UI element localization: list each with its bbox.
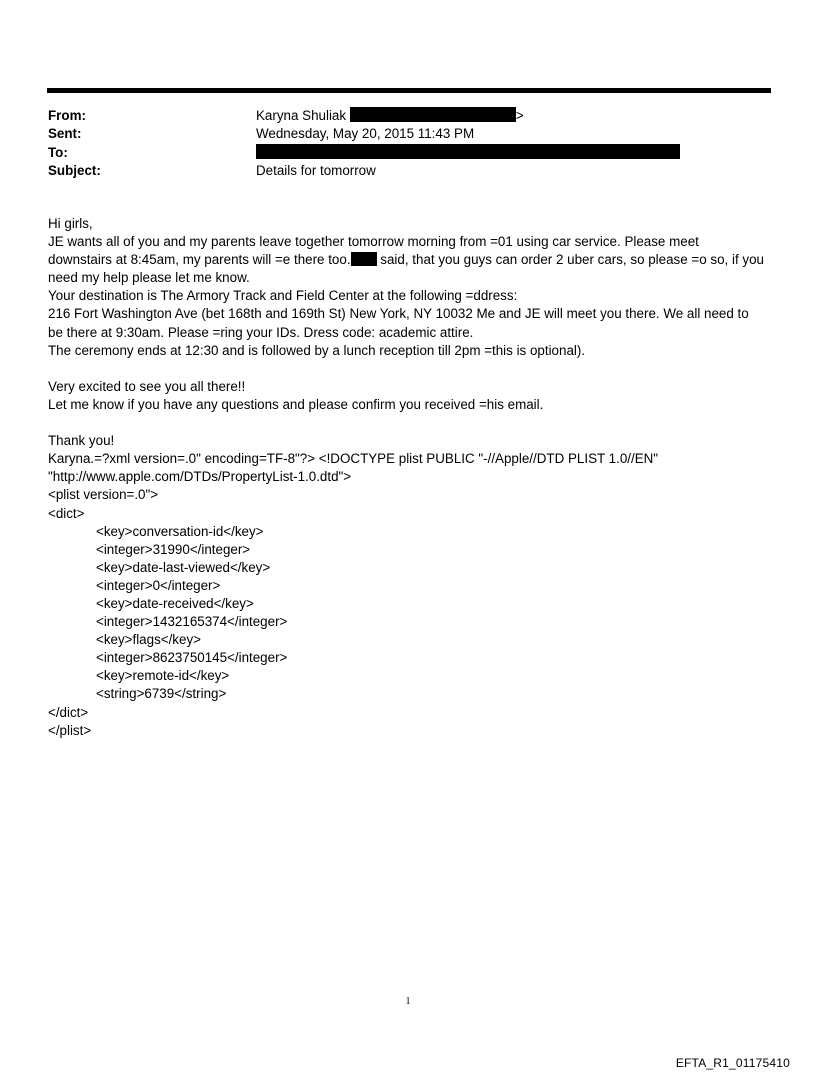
subject-value: Details for tomorrow (256, 162, 376, 178)
from-value (256, 107, 524, 125)
body-line: need my help please let me know. (48, 270, 250, 286)
body-line: Very excited to see you all there!! (48, 378, 246, 394)
from-suffix: > (515, 108, 524, 123)
header-rule (47, 88, 771, 93)
page-number: 1 (405, 996, 411, 1007)
redacted-name (351, 252, 377, 266)
sender-name: Karyna Shuliak (256, 108, 347, 123)
redacted-recipients (256, 144, 680, 159)
plist-line: <string>6739</string> (96, 686, 227, 702)
from-row (48, 107, 768, 125)
body-text-fragment: said, that you guys can order 2 uber cars, so please =o so, if you (376, 252, 764, 268)
body-line: <plist version=.0"> (48, 487, 159, 503)
sent-value: Wednesday, May 20, 2015 11:43 PM (256, 126, 475, 142)
plist-line: <key>flags</key> (96, 632, 201, 648)
body-line: "http://www.apple.com/DTDs/PropertyList-1.0.dtd"> (48, 469, 352, 485)
to-label: To: (48, 144, 68, 160)
body-line: Your destination is The Armory Track and Field Center at the following =ddress: (48, 288, 518, 304)
blank-line (48, 414, 772, 432)
plist-line: <integer>31990</integer> (96, 541, 251, 557)
subject-label: Subject: (48, 162, 101, 178)
plist-line: <key>remote-id</key> (96, 668, 230, 684)
to-value (256, 144, 680, 162)
to-row (48, 144, 768, 162)
plist-line: <integer>1432165374</integer> (96, 614, 288, 630)
sent-row (48, 125, 768, 143)
body-line: </dict> (48, 704, 89, 720)
blank-line (48, 360, 772, 378)
email-body (48, 215, 772, 740)
plist-line: <integer>8623750145</integer> (96, 650, 288, 666)
from-label: From: (48, 108, 86, 123)
body-line: Thank you! (48, 433, 115, 449)
body-line: </plist> (48, 722, 92, 738)
email-header (48, 107, 768, 180)
body-line: JE wants all of you and my parents leave together tomorrow morning from =01 using car service. Please meet (48, 234, 699, 250)
body-line (48, 251, 772, 269)
body-line: Let me know if you have any questions and please confirm you received =his email. (48, 396, 544, 412)
bates-number: EFTA_R1_01175410 (675, 1056, 790, 1070)
plist-line: <key>date-last-viewed</key> (96, 559, 271, 575)
body-line: The ceremony ends at 12:30 and is followed by a lunch reception till 2pm =this is optional). (48, 342, 586, 358)
body-text-fragment: downstairs at 8:45am, my parents will =e there too. (48, 252, 351, 268)
plist-line: <key>conversation-id</key> (96, 523, 264, 539)
plist-line: <key>date-received</key> (96, 595, 254, 611)
body-line: Karyna.=?xml version=.0" encoding=TF-8"?> <!DOCTYPE plist PUBLIC "-//Apple//DTD PLIST 1.0//EN" (48, 451, 659, 467)
body-line: Hi girls, (48, 216, 93, 231)
redacted-email (350, 107, 516, 122)
body-line: 216 Fort Washington Ave (bet 168th and 169th St) New York, NY 10032 Me and JE will meet you there. We all need to (48, 306, 749, 322)
body-line: be there at 9:30am. Please =ring your IDs. Dress code: academic attire. (48, 324, 474, 340)
subject-row (48, 162, 768, 180)
sent-label: Sent: (48, 126, 82, 142)
body-line: <dict> (48, 505, 85, 521)
plist-line: <integer>0</integer> (96, 577, 221, 593)
